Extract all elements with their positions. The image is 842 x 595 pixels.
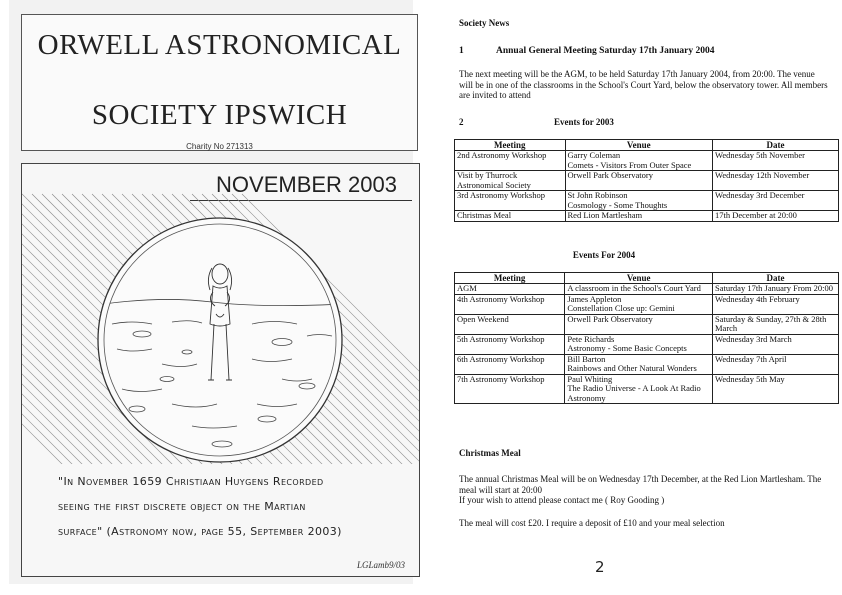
venue-cell: Pete Richards Astronomy - Some Basic Concepts: [565, 334, 713, 354]
table-row: [455, 211, 839, 222]
date-cell: Wednesday 4th February: [712, 294, 838, 314]
meeting-cell: Christmas Meal: [455, 211, 566, 222]
events-2003-heading: Events for 2003: [554, 117, 614, 127]
meeting-cell: 6th Astronomy Workshop: [455, 354, 565, 374]
date-cell: Saturday & Sunday, 27th & 28th March: [712, 314, 838, 334]
table-row: [455, 354, 839, 374]
table-row: [455, 374, 839, 404]
date-cell: 17th December at 20:00: [713, 211, 839, 222]
venue-cell: Orwell Park Observatory: [565, 171, 713, 191]
issue-month: NOVEMBER 2003: [216, 172, 397, 197]
events-2003-table: [454, 139, 839, 222]
meeting-cell: Visit by Thurrock Astronomical Society: [455, 171, 566, 191]
events-2004-heading: Events For 2004: [572, 250, 636, 260]
column-header: Meeting: [455, 140, 566, 151]
table-row: [455, 171, 839, 191]
item-number: 1: [459, 46, 464, 56]
meeting-cell: AGM: [455, 284, 565, 295]
meeting-cell: 2nd Astronomy Workshop: [455, 151, 566, 171]
column-header: Venue: [565, 140, 713, 151]
venue-cell: Garry Coleman Comets - Visitors From Outer Space: [565, 151, 713, 171]
masthead: [21, 14, 418, 151]
newsletter-cover: [9, 0, 413, 584]
quote-line: seeing the first discrete object on the Martian: [58, 500, 306, 513]
date-cell: Wednesday 3rd December: [713, 191, 839, 211]
venue-cell: James Appleton Constellation Close up: Gemini: [565, 294, 713, 314]
column-header: Meeting: [455, 273, 565, 284]
meeting-cell: 7th Astronomy Workshop: [455, 374, 565, 404]
meeting-cell: Open Weekend: [455, 314, 565, 334]
column-header: Venue: [565, 273, 713, 284]
venue-cell: A classroom in the School's Court Yard: [565, 284, 713, 295]
quote-line: "In November 1659 Christiaan Huygens Recorded: [58, 475, 324, 488]
agm-paragraph: The next meeting will be the AGM, to be held Saturday 17th January 2004, from 20:00. The venue will be in one of the classrooms in the School's Court Yard, below the observatory tower. All members are invited to attend: [459, 69, 828, 101]
meeting-cell: 4th Astronomy Workshop: [455, 294, 565, 314]
table-row: [455, 314, 839, 334]
christmas-meal-paragraph: The annual Christmas Meal will be on Wednesday 17th December, at the Red Lion Martlesham. The meal will start at 20:00 If your wish to attend please contact me ( Roy Gooding ): [459, 474, 822, 506]
charity-number: Charity No 271313: [186, 142, 253, 151]
meeting-cell: 5th Astronomy Workshop: [455, 334, 565, 354]
venue-cell: Orwell Park Observatory: [565, 314, 713, 334]
section-heading: Society News: [459, 18, 510, 28]
date-cell: Wednesday 3rd March: [712, 334, 838, 354]
cover-quote: [58, 469, 403, 544]
item-number: 2: [459, 117, 464, 127]
date-cell: Saturday 17th January From 20:00: [712, 284, 838, 295]
christmas-meal-heading: Christmas Meal: [459, 448, 521, 458]
date-cell: Wednesday 12th November: [713, 171, 839, 191]
quote-line: surface" (Astronomy now, page 55, September 2003): [58, 525, 342, 538]
events-2004-table: [454, 272, 839, 404]
venue-cell: St John Robinson Cosmology - Some Thoughts: [565, 191, 713, 211]
table-row: [455, 334, 839, 354]
artist-signature: LGLamb9/03: [356, 560, 405, 570]
date-cell: Wednesday 5th May: [712, 374, 838, 404]
venue-cell: Red Lion Martlesham: [565, 211, 713, 222]
table-row: [455, 284, 839, 295]
venue-cell: Paul Whiting The Radio Universe - A Look At Radio Astronomy: [565, 374, 713, 404]
column-header: Date: [712, 273, 838, 284]
date-cell: Wednesday 7th April: [712, 354, 838, 374]
masthead-line2: SOCIETY IPSWICH: [91, 99, 348, 131]
masthead-line1: ORWELL ASTRONOMICAL: [37, 29, 402, 61]
table-row: [455, 151, 839, 171]
date-cell: Wednesday 5th November: [713, 151, 839, 171]
christmas-meal-cost: The meal will cost £20. I require a deposit of £10 and your meal selection: [459, 518, 725, 528]
page-number: 2: [595, 558, 605, 576]
cover-artwork: [21, 163, 420, 577]
venue-cell: Bill Barton Rainbows and Other Natural Wonders: [565, 354, 713, 374]
meeting-cell: 3rd Astronomy Workshop: [455, 191, 566, 211]
table-row: [455, 294, 839, 314]
table-row: [455, 191, 839, 211]
agm-heading: Annual General Meeting Saturday 17th January 2004: [496, 46, 715, 56]
column-header: Date: [713, 140, 839, 151]
